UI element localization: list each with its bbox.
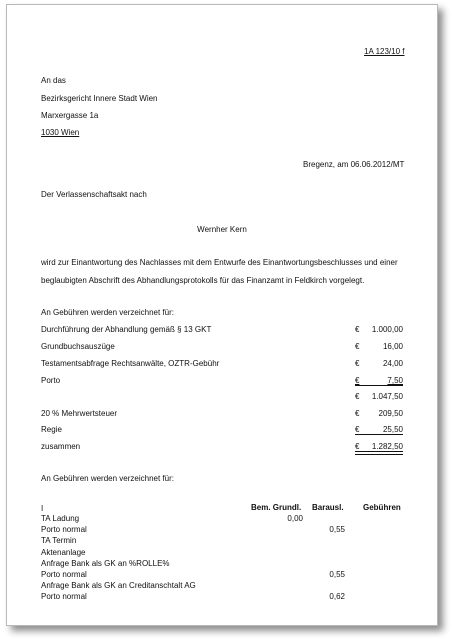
fee-amount: 7,50 bbox=[387, 376, 403, 385]
body-line-2: beglaubigten Abschrift des Abhandlungsprotokolls für das Finanzamt in Feldkirch vorgelegt. bbox=[41, 276, 365, 285]
currency-symbol: € bbox=[355, 409, 360, 418]
place-date: Bregenz, am 06.06.2012/MT bbox=[303, 160, 405, 169]
fee-label: Porto bbox=[41, 376, 61, 385]
underline-rule bbox=[355, 385, 403, 386]
item-cash: 0,62 bbox=[329, 592, 345, 601]
address-line-3: Marxergasse 1a bbox=[41, 111, 99, 120]
column-header-cash: Barausl. bbox=[312, 503, 344, 512]
column-header-fees: Gebühren bbox=[363, 503, 401, 512]
item-label: TA Ladung bbox=[41, 514, 80, 523]
fee-amount: 209,50 bbox=[378, 409, 403, 418]
currency-symbol: € bbox=[355, 425, 360, 434]
cursor-marker: I bbox=[41, 504, 44, 513]
fees2-heading: An Gebühren werden verzeichnet für: bbox=[41, 474, 174, 483]
fee-label: 20 % Mehrwertsteuer bbox=[41, 409, 118, 418]
currency-symbol: € bbox=[355, 359, 360, 368]
intro-text: Der Verlassenschaftsakt nach bbox=[41, 190, 147, 199]
fee-label: Regie bbox=[41, 425, 62, 434]
currency-symbol: € bbox=[355, 442, 360, 451]
fee-label: zusammen bbox=[41, 442, 81, 451]
fee-amount: 16,00 bbox=[382, 342, 403, 351]
currency-symbol: € bbox=[355, 376, 360, 385]
fee-amount: 25,50 bbox=[382, 425, 403, 434]
fees-heading: An Gebühren werden verzeichnet für: bbox=[41, 308, 174, 317]
fee-label: Grundbuchsauszüge bbox=[41, 342, 115, 351]
address-line-2: Bezirksgericht Innere Stadt Wien bbox=[41, 94, 158, 103]
currency-symbol: € bbox=[355, 325, 360, 334]
address-line-4: 1030 Wien bbox=[41, 128, 80, 137]
fee-label: Durchführung der Abhandlung gemäß § 13 GKT bbox=[41, 325, 212, 334]
fee-amount: 1.000,00 bbox=[371, 325, 403, 334]
item-label: Porto normal bbox=[41, 570, 87, 579]
item-cash: 0,55 bbox=[329, 525, 345, 534]
total-amount: 1.282,50 bbox=[371, 442, 403, 451]
currency-symbol: € bbox=[355, 392, 360, 401]
item-label: Porto normal bbox=[41, 592, 87, 601]
body-line-1: wird zur Einantwortung des Nachlasses mit dem Entwurfe des Einantwortungsbeschlusses und einer bbox=[41, 258, 398, 267]
item-label: Anfrage Bank als GK an %ROLLE% bbox=[41, 559, 170, 568]
reference-number: 1A 123/10 f bbox=[364, 47, 405, 56]
fee-label: Testamentsabfrage Rechtsanwälte, OZTR-Gebühr bbox=[41, 359, 220, 368]
address-line-1: An das bbox=[41, 76, 66, 85]
underline-rule bbox=[355, 434, 403, 435]
subtotal-amount: 1.047,50 bbox=[371, 392, 403, 401]
document-page bbox=[6, 4, 438, 626]
column-header-basis: Bem. Grundl. bbox=[251, 503, 302, 512]
item-label: Aktenanlage bbox=[41, 548, 86, 557]
double-underline-rule bbox=[355, 451, 403, 455]
deceased-name: Wernher Kern bbox=[197, 225, 247, 234]
currency-symbol: € bbox=[355, 342, 360, 351]
item-cash: 0,55 bbox=[329, 570, 345, 579]
item-label: Anfrage Bank als GK an Creditanschtalt AG bbox=[41, 581, 196, 590]
item-basis: 0,00 bbox=[287, 514, 303, 523]
item-label: Porto normal bbox=[41, 525, 87, 534]
item-label: TA Termin bbox=[41, 536, 77, 545]
fee-amount: 24,00 bbox=[382, 359, 403, 368]
